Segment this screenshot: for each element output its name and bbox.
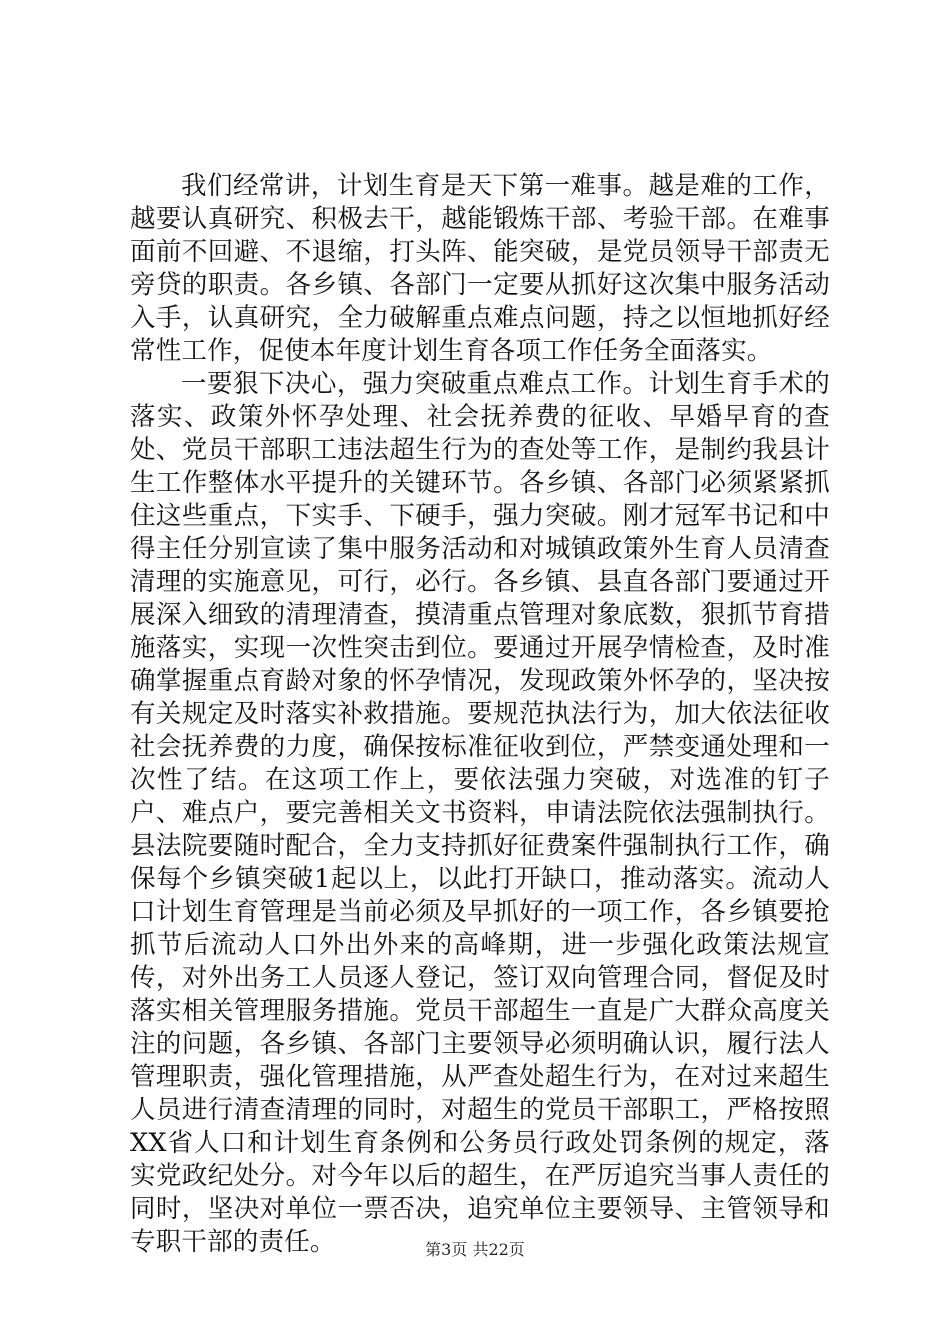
page-footer: 第3页 共22页 [425,1240,525,1259]
document-body [130,170,830,1259]
paragraph-intro: 我们经常讲，计划生育是天下第一难事。越是难的工作，越要认真研究、积极去干，越能锻炼干部、考验干部。在难事面前不回避、不退缩，打头阵、能突破，是党员领导干部责无旁贷的职责。各乡镇、各部门一定要从抓好这次集中服务活动入手，认真研究，全力破解重点难点问题，持之以恒地抓好经常性工作，促使本年度计划生育各项工作任务全面落实。 [130,171,830,366]
paragraph-first-requirement: 一要狠下决心，强力突破重点难点工作。计划生育手术的落实、政策外怀孕处理、社会抚养费的征收、早婚早育的查处、党员干部职工违法超生行为的查处等工作，是制约我县计生工作整体水平提升的关键环节。各乡镇、各部门必须紧紧抓住这些重点，下实手、下硬手，强力突破。刚才冠军书记和中得主任分别宣读了集中服务活动和对城镇政策外生育人员清查清理的实施意见，可行，必行。各乡镇、县直各部门要通过开展深入细致的清理清查，摸清重点管理对象底数，狠抓节育措施落实，实现一次性突击到位。要通过开展孕情检查，及时准确掌握重点育龄对象的怀孕情况，发现政策外怀孕的，坚决按有关规定及时落实补救措施。要规范执法行为，加大依法征收社会抚养费的力度，确保按标准征收到位，严禁变通处理和一次性了结。在这项工作上，要依法强力突破，对选准的钉子户、难点户，要完善相关文书资料，申请法院依法强制执行。县法院要随时配合，全力支持抓好征费案件强制执行工作，确保每个乡镇突破1起以上，以此打开缺口，推动落实。流动人口计划生育管理是当前必须及早抓好的一项工作，各乡镇要抢抓节后流动人口外出外来的高峰期，进一步强化政策法规宣传，对外出务工人员逐人登记，签订双向管理合同，督促及时落实相关管理服务措施。党员干部超生一直是广大群众高度关注的问题，各乡镇、各部门主要领导必须明确认识，履行法人管理职责，强化管理措施，从严查处超生行为，在对过来超生人员进行清查清理的同时，对超生的党员干部职工，严格按照XX省人口和计划生育条例和公务员行政处罚条例的规定，落实党政纪处分。对今年以后的超生，在严厉追究当事人责任的同时，坚决对单位一票否决，追究单位主要领导、主管领导和专职干部的责任。 [130,369,830,1257]
